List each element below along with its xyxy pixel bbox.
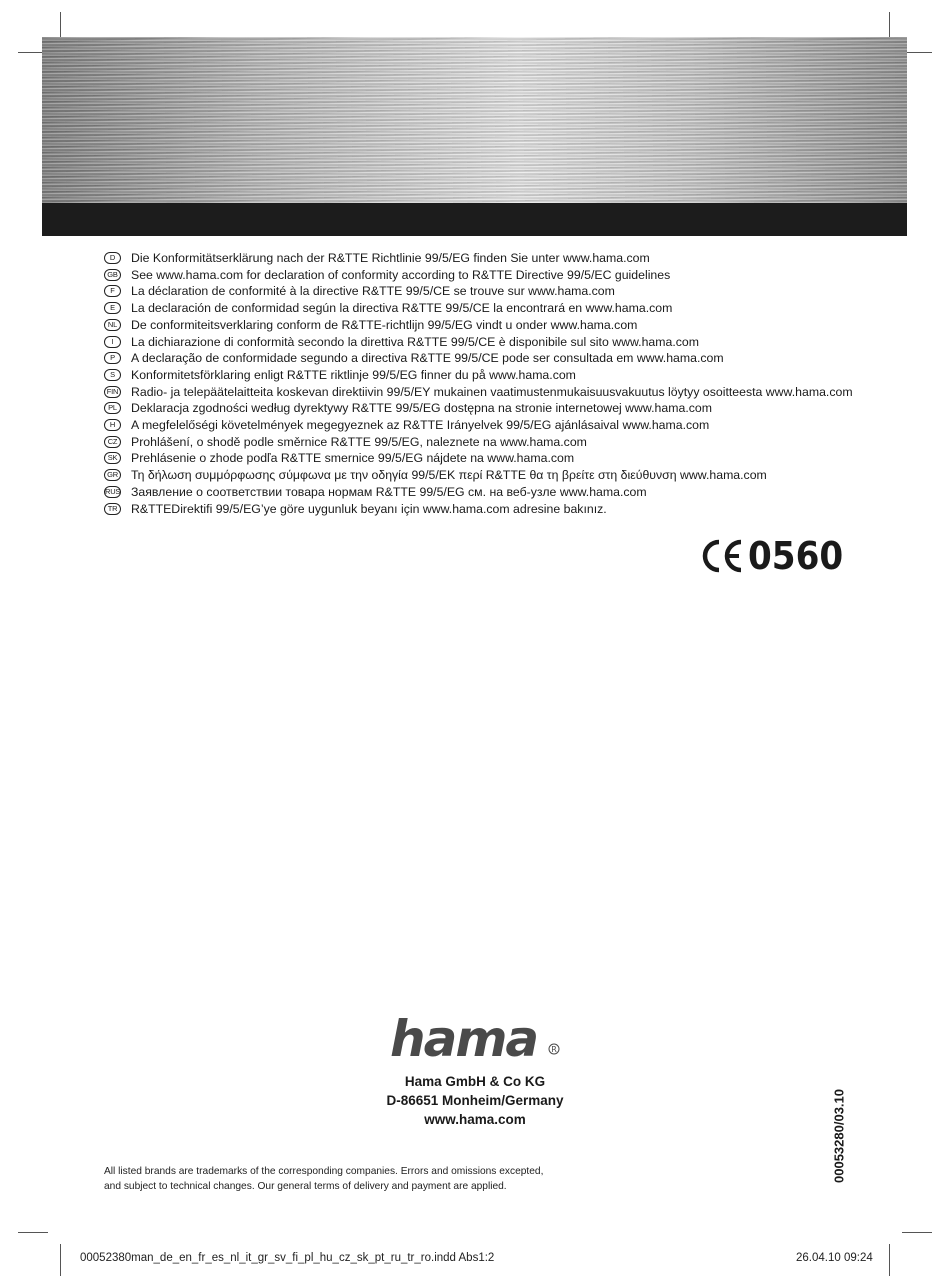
declaration-text: Radio- ja telepäätelaitteita koskevan direktiivin 99/5/EY mukainen vaatimustenmukaisuusvakuutus löytyy osoitteesta www.hama.com [131,384,853,399]
declaration-row [104,384,864,401]
article-number-text: 00053280/03.10 [831,1089,847,1183]
ce-mark [700,536,843,576]
language-code-badge: SK [104,452,121,464]
language-code-badge: TR [104,503,121,515]
language-code-badge: GB [104,269,121,281]
print-datetime: 26.04.10 09:24 [796,1252,873,1264]
declaration-text: Τη δήλωση συμμόρφωσης σύμφωνα με την οδηγία 99/5/ΕΚ περί R&TTE θα τη βρείτε στη διεύθυνση www.hama.com [131,468,767,483]
hama-logo [388,1010,564,1062]
declaration-text: A megfelelőségi követelmények megegyeznek az R&TTE Irányelvek 99/5/EG ajánlásaival www.hama.com [131,418,710,433]
declaration-text: A declaração de conformidade segundo a directiva R&TTE 99/5/CE pode ser consultada em www.hama.com [131,351,724,366]
declaration-row [104,484,864,501]
company-address [330,1072,620,1129]
svg-text:hama: hama [390,1010,538,1062]
declaration-row [104,267,864,284]
declaration-row [104,250,864,267]
declaration-text: La déclaration de conformité à la directive R&TTE 99/5/CE se trouve sur www.hama.com [131,284,615,299]
declaration-row [104,317,864,334]
declaration-row [104,450,864,467]
declaration-text: Prohlášení, o shodě podle směrnice R&TTE 99/5/EG, naleznete na www.hama.com [131,434,587,449]
legal-line-2: and subject to technical changes. Our general terms of delivery and payment are applied. [104,1181,507,1192]
language-code-badge: I [104,336,121,348]
crop-mark [18,1232,48,1233]
crop-mark [902,1232,932,1233]
black-header-bar [42,203,907,236]
notified-body-number: 0560 [748,534,844,578]
legal-line-1: All listed brands are trademarks of the corresponding companies. Errors and omissions excepted, [104,1166,544,1177]
declaration-text: Die Konformitätserklärung nach der R&TTE Richtlinie 99/5/EG finden Sie unter www.hama.com [131,251,650,265]
language-code-badge: S [104,369,121,381]
legal-notice [104,1164,624,1194]
language-code-badge: GR [104,469,121,481]
declaration-row [104,283,864,300]
declaration-text: See www.hama.com for declaration of conformity according to R&TTE Directive 99/5/EC guidelines [131,267,671,282]
declaration-text: De conformiteitsverklaring conform de R&TTE-richtlijn 99/5/EG vindt u onder www.hama.com [131,317,638,332]
crop-mark [889,1244,890,1276]
declaration-row [104,334,864,351]
declaration-row [104,434,864,451]
language-code-badge: P [104,352,121,364]
language-code-badge: CZ [104,436,121,448]
ce-logo-icon [700,538,744,574]
language-code-badge: NL [104,319,121,331]
declaration-text: R&TTEDirektifi 99/5/EG’ye göre uygunluk beyanı için www.hama.com adresine bakınız. [131,501,607,516]
print-filename: 00052380man_de_en_fr_es_nl_it_gr_sv_fi_pl_hu_cz_sk_pt_ru_tr_ro.indd Abs1:2 [80,1252,495,1264]
declaration-row [104,467,864,484]
language-code-badge: H [104,419,121,431]
declaration-row [104,367,864,384]
article-number [829,1076,849,1196]
declaration-text: Заявление о соответствии товара нормам R&TTE 99/5/EG см. на веб-узле www.hama.com [131,484,647,499]
declaration-row [104,417,864,434]
svg-text:R: R [551,1045,557,1054]
company-city: D-86651 Monheim/Germany [386,1093,564,1108]
declaration-text: Konformitetsförklaring enligt R&TTE riktlinje 99/5/EG finner du på www.hama.com [131,367,576,382]
declaration-text: La declaración de conformidad según la directiva R&TTE 99/5/CE la encontrará en www.hama.com [131,301,673,316]
language-code-badge: F [104,285,121,297]
brushed-metal-banner [42,37,907,203]
declaration-row [104,300,864,317]
declaration-text: Prehlásenie o zhode podľa R&TTE smernice 99/5/EG nájdete na www.hama.com [131,451,575,466]
language-code-badge: E [104,302,121,314]
declaration-text: Deklaracja zgodności według dyrektywy R&TTE 99/5/EG dostępna na stronie internetowej www.hama.com [131,401,712,416]
company-name: Hama GmbH & Co KG [404,1074,546,1089]
declaration-row [104,400,864,417]
language-code-badge: D [104,252,121,264]
conformity-declarations-list [104,250,864,517]
declaration-text: La dichiarazione di conformità secondo la direttiva R&TTE 99/5/CE è disponibile sul sito www.hama.com [131,334,699,349]
declaration-row [104,350,864,367]
crop-mark [60,1244,61,1276]
language-code-badge: RUS [105,486,121,496]
language-code-badge: PL [104,402,121,414]
language-code-badge: FIN [104,386,121,398]
declaration-row [104,501,864,518]
company-website: www.hama.com [424,1112,526,1127]
